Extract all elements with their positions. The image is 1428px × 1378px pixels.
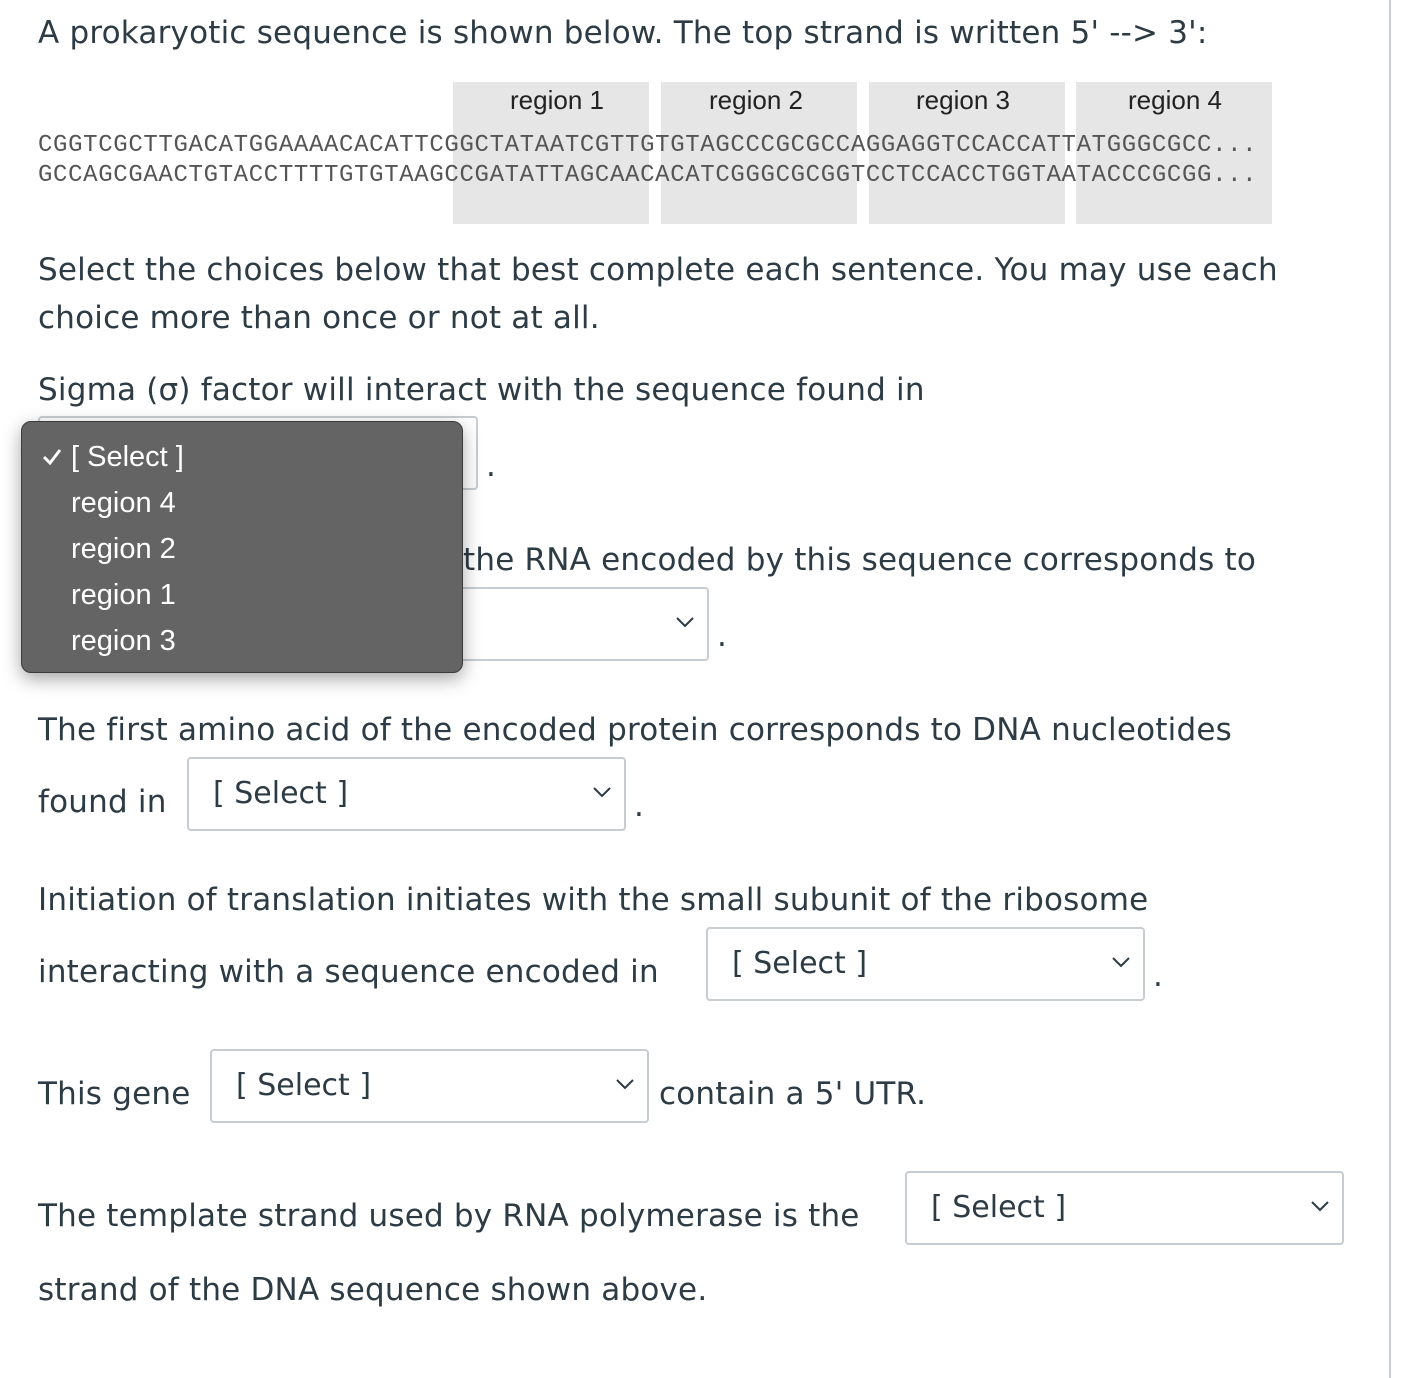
q4-line-1: Initiation of translation initiates with the small subunit of the ribosome [38, 882, 1149, 918]
question-intro: A prokaryotic sequence is shown below. The top strand is written 5' --> 3': [38, 15, 1208, 51]
region-3-label: region 3 [916, 85, 1010, 115]
dropdown-option-region-4[interactable] [22, 480, 462, 526]
dropdown-option-label: [ Select ] [71, 441, 184, 473]
dna-top-strand: CGGTCGCTTGACATGGAAAACACATTCGGCTATAATCGTTGTGTAGCCCGCGCCAGGAGGTCCACCATTATGGGCGCC... [38, 132, 1258, 159]
dropdown-option-region-2[interactable] [22, 526, 462, 572]
chevron-down-icon [592, 785, 612, 799]
q5-prefix: This gene [38, 1076, 191, 1112]
dropdown-option-select[interactable] [22, 434, 462, 480]
chevron-down-icon [1310, 1199, 1330, 1213]
region-2-label: region 2 [709, 85, 803, 115]
instructions-line-1: Select the choices below that best complete each sentence. You may use each [38, 252, 1278, 288]
dropdown-option-label: region 3 [71, 625, 176, 657]
region-1-label: region 1 [510, 85, 604, 115]
q2-text: the RNA encoded by this sequence corresponds to [463, 542, 1257, 578]
q4-select-value: [ Select ] [732, 946, 868, 981]
dna-bottom-strand: GCCAGCGAACTGTACCTTTTGTGTAAGCCGATATTAGCAACACATCGGGCGCGGTCCTCCACCTGGTAATACCCGCGG... [38, 162, 1258, 189]
dropdown-option-label: region 4 [71, 487, 176, 519]
chevron-down-icon [675, 615, 695, 629]
q5-select[interactable] [210, 1049, 649, 1123]
chevron-down-icon [1111, 955, 1131, 969]
q4-period: . [1153, 958, 1163, 994]
q6-line-2: strand of the DNA sequence shown above. [38, 1272, 708, 1308]
q2-period: . [717, 618, 727, 654]
q3-line-1: The first amino acid of the encoded protein corresponds to DNA nucleotides [38, 712, 1232, 748]
q4-prefix: interacting with a sequence encoded in [38, 954, 659, 990]
dropdown-option-label: region 2 [71, 533, 176, 565]
scrollbar-edge [1389, 0, 1391, 1378]
dropdown-option-region-3[interactable] [22, 618, 462, 664]
q6-select[interactable] [905, 1171, 1344, 1245]
q4-select[interactable] [706, 927, 1145, 1001]
q5-suffix: contain a 5' UTR. [659, 1076, 927, 1112]
q3-select-value: [ Select ] [213, 776, 349, 811]
q3-select[interactable] [187, 757, 626, 831]
q6-select-value: [ Select ] [931, 1190, 1067, 1225]
q6-prefix: The template strand used by RNA polymerase is the [38, 1198, 860, 1234]
checkmark-icon [41, 446, 63, 468]
q3-prefix: found in [38, 784, 167, 820]
instructions-line-2: choice more than once or not at all. [38, 300, 600, 336]
q1-period: . [486, 448, 496, 484]
q5-select-value: [ Select ] [236, 1068, 372, 1103]
q1-dropdown-menu [21, 421, 463, 673]
chevron-down-icon [615, 1077, 635, 1091]
dropdown-option-label: region 1 [71, 579, 176, 611]
q3-period: . [634, 788, 644, 824]
region-4-label: region 4 [1128, 85, 1222, 115]
dropdown-option-region-1[interactable] [22, 572, 462, 618]
q1-text: Sigma (σ) factor will interact with the sequence found in [38, 372, 925, 408]
